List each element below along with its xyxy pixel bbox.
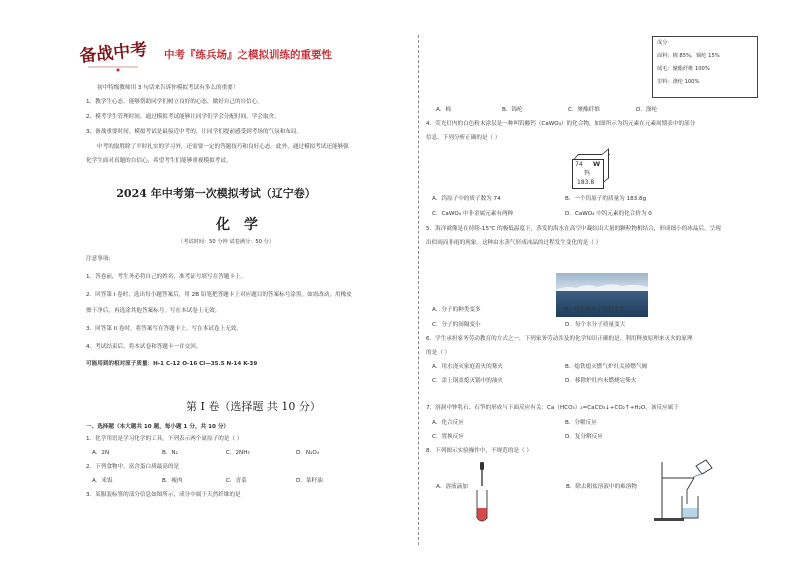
exam-info: （考试时间：50 分钟 试卷满分：50 分） xyxy=(178,239,274,245)
element-symbol: W xyxy=(593,160,601,168)
q8-option: A．溶液滴加 xyxy=(436,484,468,490)
q3-option: B．锦纶 xyxy=(502,107,523,113)
q2-option: B．瘦肉 xyxy=(162,478,183,484)
filtration-illustration xyxy=(652,458,722,528)
q2-stem: 2．下列食物中，富含蛋白质最高的是 xyxy=(86,464,180,470)
exam-title: 2024 年中考第一次模拟考试（辽宁卷） xyxy=(116,187,316,200)
q4-stem: 信息。下列分析正确的是（ ） xyxy=(426,135,501,141)
section-title: 第 I 卷（选择题 共 10 分） xyxy=(186,400,321,413)
q3-stem: 3．某服装标签的部分信息如图所示，成分中属于天然纤维的是 xyxy=(86,492,241,498)
subject-title: 化学 xyxy=(216,217,272,233)
q4-option: C．CaWO₄ 中非金属元素有两种 xyxy=(432,211,514,217)
intro-line: 3、备战重要时间。模拟考试是最接近中考的，让同学们提前感受到考场的气氛和布局。 xyxy=(86,129,303,135)
q6-stem: 6．学生承担家务劳动教育的方式之一，下列家务劳动涉及的化学知识正确的是，利用释放原理来灭火的原理 xyxy=(426,336,693,342)
q3-option: A．棉 xyxy=(436,107,452,113)
q8-option: B．除去粗盐溶液中的难溶物 xyxy=(566,484,637,490)
q7-option: B．分解反应 xyxy=(565,420,597,426)
q1-option: A．2N xyxy=(92,450,110,456)
q7-stem: 7．溶洞中钟乳石、石笋的形成与下面反应有关：Ca（HCO₃）₂=CaCO₃↓+CO₂↑+H₂O，该反应属于 xyxy=(426,405,679,411)
q5-option: C．分子的间隔变小 xyxy=(432,322,481,328)
q2-option: A．米饭 xyxy=(92,478,113,484)
note-line: 4．考试结束后，将本试卷和答题卡一并交回。 xyxy=(86,344,202,350)
logo-text: 备战中考 xyxy=(78,40,149,67)
label-row: 里料：涤纶 100% xyxy=(657,79,700,85)
intro-line: 1、教学生心态。能够帮助同学们树立良好的心态，做好自己的自信心。 xyxy=(86,99,263,105)
column-divider xyxy=(418,35,419,545)
q1-stem: 1．化学用语是学习化学的工具。下列表示两个氮原子的是（ ） xyxy=(86,436,243,442)
q6-option: D．移除炉灶内未燃烧完柴火 xyxy=(565,378,637,384)
intro-line: 初中特级教师用 3 句话来告诉你模拟考试有多么的重要！ xyxy=(97,85,239,91)
q5-option: B．每个水分子体积变大 xyxy=(565,307,625,313)
label-row: 绒毛：聚酯纤维 100% xyxy=(657,66,710,72)
element-mass: 183.8 xyxy=(577,179,595,186)
intro-line: 2、模考学生管理时间。通过模拟考试能够让同学们学会分配时间，学会取舍。 xyxy=(86,114,280,120)
q1-option: D．N₂O₄ xyxy=(296,450,319,456)
q5-stem: 5．海洋就像是在持续-15℃ 的极低温度下，蒸发的海水在高空中凝结出大量的颗粒物相结合，形成细小的冰晶后，呈现 xyxy=(426,226,721,232)
q6-option: C．盖上锅盖熄灭锅中的油火 xyxy=(432,378,504,384)
label-row: 面料：棉 85%，锦纶 15% xyxy=(657,53,720,59)
label-row: 成分 xyxy=(657,40,668,46)
q7-option: D．复分解反应 xyxy=(565,434,603,440)
note-line: 3．回答第 II 卷时，将答案写在答题卡上。写在本试卷上无效。 xyxy=(86,326,242,332)
q5-option: D．每个水分子质量变大 xyxy=(565,322,626,328)
q6-option: A．用水浇灭家庭着火的篝火 xyxy=(432,364,503,370)
note-line: 擦干净后，再选涂其他答案标号。写在本试卷上无效。 xyxy=(86,308,221,314)
intro-line: 化学生面对真题的自信心，希望考生们能够重视模拟考试。 xyxy=(86,158,232,164)
note-line: 2．回答第 I 卷时，选出每小题答案后，用 2B 铅笔把答题卡上对应题目的答案标号涂黑。如需改动，用橡皮 xyxy=(86,292,352,298)
q5-stem: 出似雨而非雨的现象。这种由水蒸气形成冰晶的过程发生变化的是（ ） xyxy=(426,240,602,246)
q7-option: C．置换反应 xyxy=(432,434,464,440)
notes-title: 注意事项： xyxy=(86,256,114,262)
part1-heading: 一、选择题（本大题共 10 题，每小题 1 分，共 10 分） xyxy=(86,424,230,430)
atomic-mass: 可能用到的相对原子质量：H-1 C-12 O-16 Cl—35.5 N-14 K-39 xyxy=(86,361,258,367)
q3-option: C．聚酯纤维 xyxy=(568,107,600,113)
intro-line: 中考的取胜除了平时扎实的学习外，还需要一定的答题技巧和良好心态。此外，通过模拟考试还能够强 xyxy=(97,144,349,150)
q8-stem: 8．下列图示实验操作中，不规范的是（ ） xyxy=(426,448,533,454)
q3-option: D．涤纶 xyxy=(636,107,658,113)
q2-option: C．青菜 xyxy=(226,478,247,484)
logo xyxy=(78,40,156,74)
dropper-tube-illustration xyxy=(474,462,490,528)
note-line: 1．答卷前，考生务必将自己的姓名、准考证号填写在答题卡上。 xyxy=(86,274,247,280)
q4-option: D．CaWO₄ 中钨元素的化合价为 0 xyxy=(565,211,652,217)
q7-option: A．化合反应 xyxy=(432,420,464,426)
q4-stem: 4．荧光灯内的白色粉末涂层是一种叫钨酸钙（CaWO₄）的化合物，如图所示为钨元素在元素周期表中的部分 xyxy=(426,121,696,127)
element-cell xyxy=(572,159,604,189)
q1-option: C．2NH₃ xyxy=(226,450,250,456)
q1-option: B．N₂ xyxy=(162,450,178,456)
q2-option: D．菜籽油 xyxy=(296,478,323,484)
element-name: 钨 xyxy=(584,170,591,177)
q4-option: A．钨原子中的质子数为 74 xyxy=(432,196,501,202)
q6-stem: 的是（ ） xyxy=(426,350,451,356)
q6-option: B．熄铁熄灭燃气炉灶关掉燃气阀 xyxy=(565,364,648,370)
element-number: 74 xyxy=(575,161,583,168)
clothing-label-table xyxy=(652,36,758,98)
banner-title: 中考『练兵场』之模拟训练的重要性 xyxy=(164,49,332,61)
q5-option: A．分子的种类变多 xyxy=(432,307,481,313)
q4-option: B．一个钨原子的质量为 183.8g xyxy=(565,196,647,202)
